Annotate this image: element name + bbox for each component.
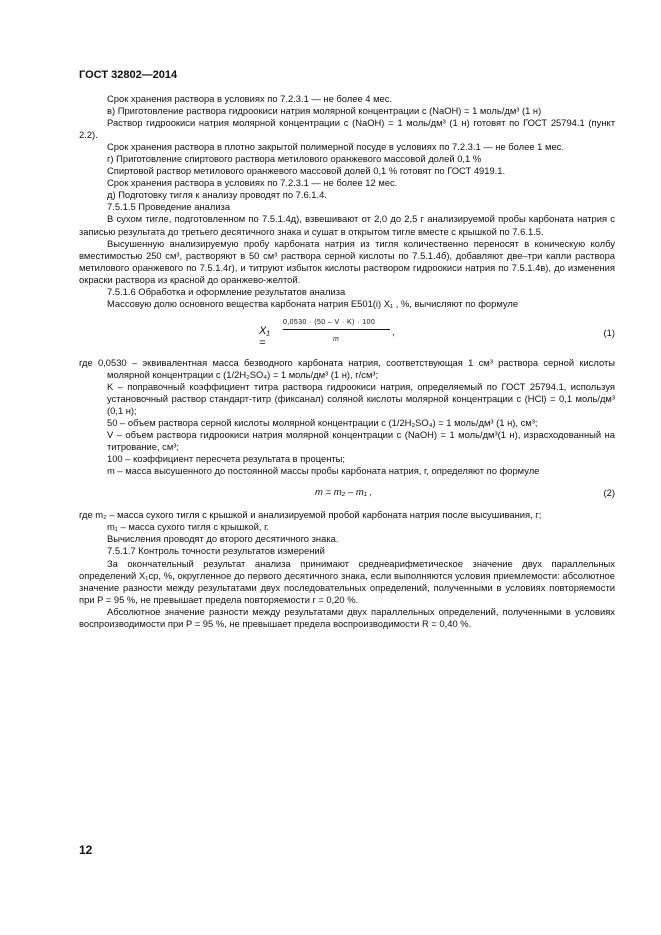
formula-2 [79,481,615,505]
section-heading: 7.5.1.7 Контроль точности результатов измерений [107,545,325,557]
document-header: ГОСТ 32802—2014 [79,69,178,81]
paragraph: Массовую долю основного вещества карбоната натрия Е501(i) X₁ , %, вычисляют по формуле [107,297,519,309]
paragraph: Срок хранения раствора в условиях по 7.2.3.1 — не более 12 мес. [107,177,398,189]
section-heading: 7.5.1.6 Обработка и оформление результатов анализа [107,285,346,297]
paragraph: Спиртовой раствор метилового оранжевого массовой долей 0,1 % готовят по ГОСТ 4919.1. [107,165,506,177]
formula-1-number: (1) [603,326,615,338]
where-item: где 0,0530 – эквивалентная масса безводного карбоната натрия, соответствующая 1 см³ раствора серной кислоты молярной концентрации с (1/2H₂SO₄) = 1 моль/дм³ (1 н), г/см³; [79,356,615,380]
paragraph: г) Приготовление спиртового раствора метилового оранжевого массовой долей 0,1 % [107,153,482,165]
formula-2-expression: m = m₂ – m₁ , [315,487,373,499]
formula-1-comma: , [392,325,395,337]
formula-1-lhs: X₁ = [259,324,270,349]
formula-1-numerator: 0,0530 · (50 – V · K) · 100 [283,318,376,326]
document-body [79,93,615,630]
fraction-bar [283,329,390,330]
paragraph: Срок хранения раствора в плотно закрытой полимерной посуде в условиях по 7.2.3.1 — не более 1 мес. [107,141,564,153]
paragraph: За окончательный результат анализа принимают среднеарифметическое значение двух параллельных определений X₁ср, %, округленное до первого десятичного знака, если выполняются условия приемлемости: абсолютное значение разности между результатами двух последовательных определений, полученными в условиях повторяемости при P = 95 %, не превышает предела повторяемости r = 0,20 %. [79,557,615,605]
paragraph: Срок хранения раствора в условиях по 7.2.3.1 — не более 4 мес. [107,93,393,104]
formula-2-number: (2) [603,487,615,499]
where-item: m – масса высушенного до постоянной массы пробы карбоната натрия, г, определяют по формуле [107,465,540,477]
where-item: где m₂ – масса сухого тигля с крышкой и анализируемой пробой карбоната натрия после высушивания, г; [79,509,542,521]
section-heading: 7.5.1.5 Проведение анализа [107,201,231,213]
paragraph: Раствор гидроокиси натрия молярной концентрации с (NaOH) = 1 моль/дм³ (1 н) готовят по ГОСТ 25794.1 (пункт 2.2). [79,117,615,141]
where-item: K – поправочный коэффициент титра раствора гидроокиси натрия, определяемый по ГОСТ 25794.1, используя установочный раствор стандарт-титр (фиксанал) соляной кислоты молярной концентрации с (HCl) = 0,1 моль/дм³ (0,1 н); [107,380,615,417]
paragraph: Высушенную анализируемую пробу карбоната натрия из тигля количественно переносят в коническую колбу вместимостью 250 см³, растворяют в 50 см³ раствора серной кислоты по 7.5.1.4б), добавляют две–три капли раствора метилового оранжевого по 7.5.1.4г), и титруют избыток кислоты раствором гидроокиси натрия по 7.5.1.4в), до изменения окраски раствора из красной до оранжево-желтой. [79,237,615,285]
where-item: 50 – объем раствора серной кислоты молярной концентрации с (1/2H₂SO₄) = 1 моль/дм³ (1 н), см³; [107,417,538,429]
paragraph: В сухом тигле, подготовленном по 7.5.1.4д), взвешивают от 2,0 до 2,5 г анализируемой пробы карбоната натрия с записью результата до третьего десятичного знака и сушат в открытом тигле вместе с крышкой по 7.6.1.5. [79,213,615,237]
page-number: 12 [79,843,93,857]
paragraph: Абсолютное значение разности между результатами двух параллельных определений, полученными в условиях воспроизводимости при P = 95 %, не превышает предела воспроизводимости R = 0,40 %. [79,605,615,629]
paragraph: в) Приготовление раствора гидроокиси натрия молярной концентрации с (NaOH) = 1 моль/дм³ (1 н) [107,105,542,117]
paragraph: д) Подготовку тигля к анализу проводят по 7.6.1.4. [107,189,327,201]
where-item: V – объем раствора гидроокиси натрия молярной концентрации с (NaOH) = 1 моль/дм³(1 н), израсходованный на титрование, см³; [107,429,615,453]
formula-1 [79,315,615,351]
where-item: 100 – коэффициент пересчета результата в проценты; [107,453,346,465]
formula-1-denominator: m [333,335,339,343]
paragraph: Вычисления проводят до второго десятичного знака. [107,533,339,545]
where-item: m₁ – масса сухого тигля с крышкой, г. [107,521,269,533]
